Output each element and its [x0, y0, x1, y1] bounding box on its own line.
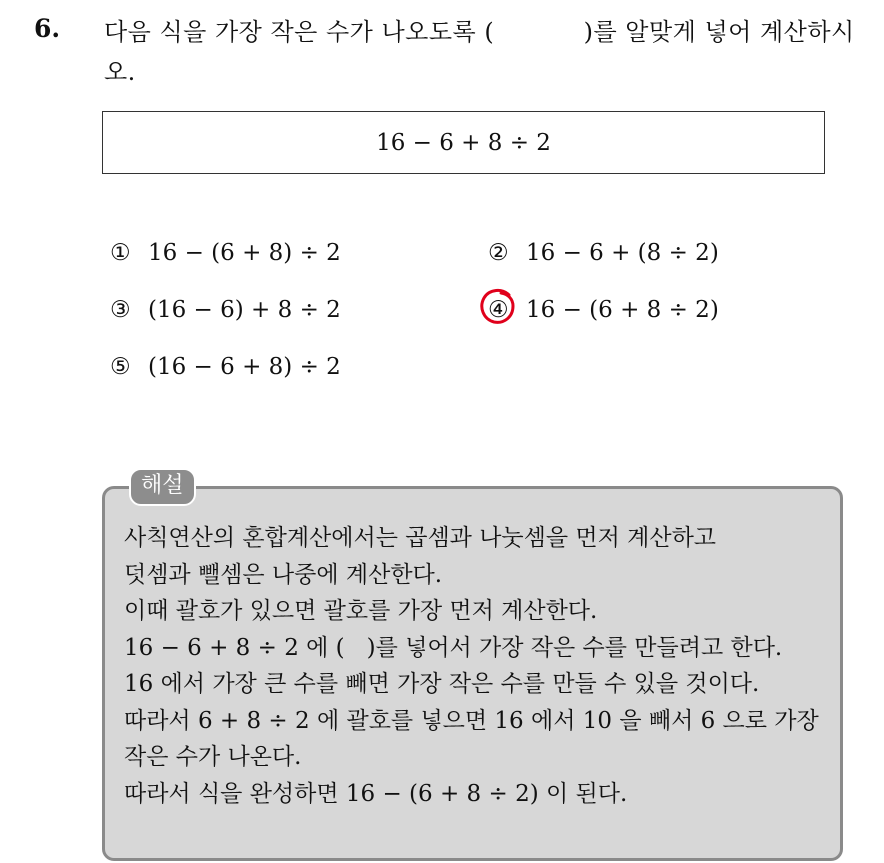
explanation-text [124, 520, 840, 812]
choice-5[interactable] [110, 354, 341, 380]
choice-text: 16 − (6 + 8) ÷ 2 [148, 240, 341, 266]
choice-number: ⑤ [110, 354, 131, 380]
question-number: 6. [34, 14, 61, 43]
explanation-line: 덧셈과 뺄셈은 나중에 계산한다. [124, 561, 443, 588]
choice-number: ② [488, 240, 509, 266]
choice-text: (16 − 6 + 8) ÷ 2 [148, 354, 341, 380]
expression-box [102, 111, 825, 174]
explanation-line: 16 − 6 + 8 ÷ 2 에 ( )를 넣어서 가장 작은 수를 만들려고 한다. [124, 634, 783, 661]
choice-number: ④ [488, 297, 509, 323]
choice-number: ① [110, 240, 131, 266]
choice-text: (16 − 6) + 8 ÷ 2 [148, 297, 341, 323]
choice-number: ③ [110, 297, 131, 323]
choice-text: 16 − 6 + (8 ÷ 2) [526, 240, 719, 266]
question-text: 다음 식을 가장 작은 수가 나오도록 ( )를 알맞게 넣어 계산하시오. [104, 18, 855, 86]
explanation-line: 사칙연산의 혼합계산에서는 곱셈과 나눗셈을 먼저 계산하고 [124, 525, 717, 551]
explanation-line: 16 에서 가장 큰 수를 빼면 가장 작은 수를 만들 수 있을 것이다. [124, 671, 760, 697]
explanation-title: 해설 [129, 468, 196, 506]
choice-number-wrap [488, 297, 526, 323]
explanation-line: 따라서 식을 완성하면 16 − (6 + 8 ÷ 2) 이 된다. [124, 780, 628, 807]
expression: 16 − 6 + 8 ÷ 2 [376, 129, 551, 156]
explanation-line: 따라서 6 + 8 ÷ 2 에 괄호를 넣으면 16 에서 10 을 빼서 6 으로 가장 [124, 707, 819, 734]
choice-1[interactable] [110, 240, 341, 266]
explanation-line: 이때 괄호가 있으면 괄호를 가장 먼저 계산한다. [124, 598, 598, 624]
choice-2[interactable] [488, 240, 719, 266]
choice-text: 16 − (6 + 8 ÷ 2) [526, 297, 719, 323]
choice-3[interactable] [110, 297, 341, 323]
explanation-line: 작은 수가 나온다. [124, 744, 302, 770]
choice-4[interactable] [488, 297, 719, 323]
